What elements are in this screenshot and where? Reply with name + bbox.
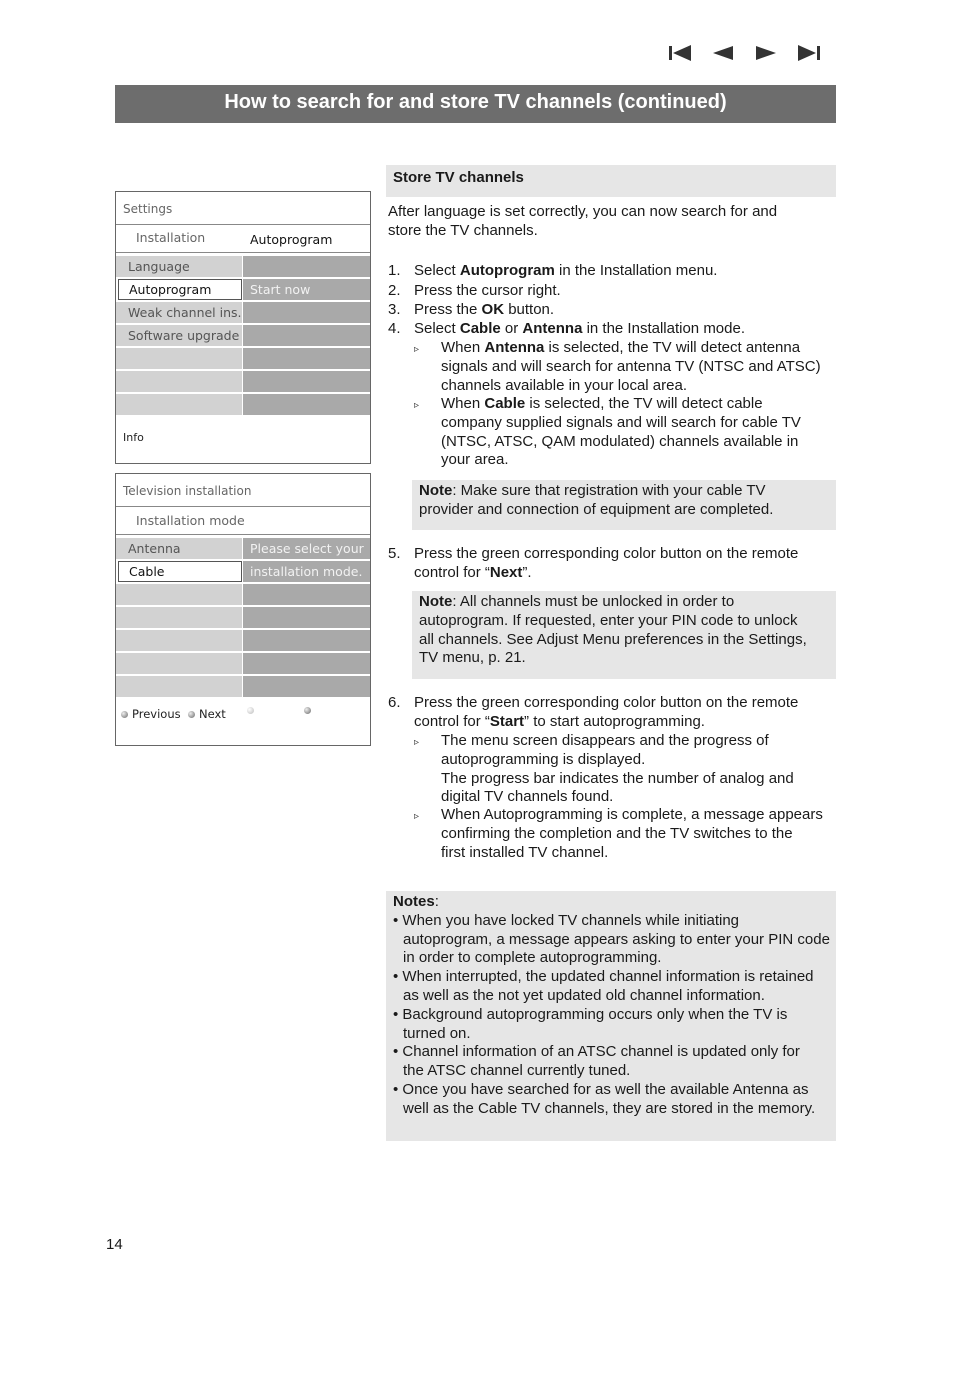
menu-item-label: Language <box>128 259 190 274</box>
note-item-continued: as well as the not yet updated old channel information. <box>403 986 765 1004</box>
step-number: 1. <box>388 262 401 279</box>
step-3-text <box>414 301 554 320</box>
step-1-text <box>414 262 717 281</box>
bold-term: Next <box>489 563 523 581</box>
text-span: ”. <box>522 563 532 581</box>
triangle-bullet-icon: ▹ <box>414 400 420 411</box>
text-span: ” to start autoprogramming. <box>524 712 705 730</box>
text-line: autoprogram. If requested, enter your PIN code to unlock <box>419 611 798 629</box>
text-line: channels available in your local area. <box>441 376 687 394</box>
next-icon[interactable] <box>754 42 778 64</box>
previous-label: Previous <box>132 707 181 721</box>
step-4-cable-detail <box>441 395 801 470</box>
step-number: 4. <box>388 320 401 337</box>
menu-item-value: Start now <box>250 282 311 297</box>
menu-rows <box>116 535 370 697</box>
menu-row-antenna[interactable] <box>116 538 370 559</box>
text-line: confirming the completion and the TV switches to the <box>441 824 793 842</box>
menu-item-label: Cable <box>129 564 165 579</box>
step-4-text <box>414 320 745 339</box>
note-text <box>419 482 773 520</box>
menu-header <box>116 474 370 507</box>
menu-row-empty <box>116 348 370 369</box>
note-item: • When you have locked TV channels while initiating <box>393 911 740 929</box>
previous-icon[interactable] <box>711 42 735 64</box>
previous-button[interactable] <box>121 707 181 721</box>
note-item: • When interrupted, the updated channel information is retained <box>393 968 814 986</box>
green-dot-icon <box>188 711 195 718</box>
yellow-button[interactable] <box>247 707 254 714</box>
text-line: When Autoprogramming is complete, a message appears <box>441 806 823 823</box>
note-label: Note <box>419 482 453 499</box>
menu-subheader-label: Installation <box>136 230 206 245</box>
menu-row-autoprogram[interactable] <box>116 279 370 300</box>
menu-row-empty <box>116 371 370 392</box>
note-text <box>419 593 807 668</box>
text-span: is selected, the TV will detect antenna <box>544 339 801 356</box>
step-number: 3. <box>388 301 401 318</box>
skip-last-icon[interactable] <box>797 42 821 64</box>
menu-header-label: Television installation <box>123 484 252 498</box>
menu-item-label: Software upgrade <box>128 328 240 343</box>
settings-menu-screen <box>115 191 371 464</box>
text-line: signals and will search for antenna TV (NTSC and ATSC) <box>441 357 821 375</box>
blue-button[interactable] <box>304 707 311 714</box>
text-span: in the Installation mode. <box>582 320 746 337</box>
page-title: How to search for and store TV channels (continued) <box>115 85 836 123</box>
bold-term: Cable <box>484 395 526 412</box>
menu-row-cable[interactable] <box>116 561 370 582</box>
menu-row-empty <box>116 630 370 651</box>
intro-line: store the TV channels. <box>388 221 538 239</box>
note-item-continued: in order to complete autoprogramming. <box>403 949 662 967</box>
bold-term: Autoprogram <box>459 262 555 279</box>
red-dot-icon <box>121 711 128 718</box>
bold-term: OK <box>481 301 505 318</box>
text-line: The progress bar indicates the number of analog and <box>441 769 794 787</box>
step-6-progress-detail <box>441 732 794 807</box>
triangle-bullet-icon: ▹ <box>414 737 420 748</box>
intro-line: After language is set correctly, you can now search for and <box>388 203 778 220</box>
note-item-continued: well as the Cable TV channels, they are stored in the memory. <box>403 1099 816 1117</box>
menu-header-label: Settings <box>123 202 173 216</box>
menu-subheader <box>116 507 370 535</box>
step-5-text <box>414 545 798 583</box>
bold-term: Antenna <box>522 320 583 337</box>
text-span: control for “ <box>414 712 490 730</box>
menu-item-label: Autoprogram <box>129 282 212 297</box>
note-box <box>412 480 836 530</box>
note-item-continued: turned on. <box>403 1024 471 1042</box>
note-item-continued: the ATSC channel currently tuned. <box>403 1062 631 1080</box>
section-heading-label: Store TV channels <box>393 169 524 186</box>
next-label: Next <box>199 707 226 721</box>
menu-subheader-label: Installation mode <box>136 513 245 528</box>
note-item-continued: autoprogram, a message appears asking to enter your PIN code <box>403 930 830 948</box>
menu-item-value: installation mode. <box>250 564 363 579</box>
blue-dot-icon <box>304 707 311 714</box>
step-4-antenna-detail <box>441 339 821 395</box>
page-number: 14 <box>106 1236 123 1253</box>
text-span: Select <box>414 262 460 279</box>
text-span: When <box>441 395 485 412</box>
note-item: • Once you have searched for as well the available Antenna as <box>393 1080 809 1098</box>
step-6-text <box>414 694 798 732</box>
menu-row-language[interactable] <box>116 256 370 277</box>
text-line: autoprogramming is displayed. <box>441 750 646 768</box>
text-span: control for “ <box>414 563 490 581</box>
text-line: digital TV channels found. <box>441 788 614 806</box>
menu-item-label: Antenna <box>128 541 181 556</box>
text-span: is selected, the TV will detect cable <box>525 395 763 412</box>
text-line: all channels. See Adjust Menu preferences in the Settings, <box>419 630 807 648</box>
menu-row-empty <box>116 394 370 415</box>
step-number: 5. <box>388 545 401 562</box>
menu-footer <box>116 699 370 751</box>
menu-row-weak-channel[interactable] <box>116 302 370 323</box>
text-span: : <box>434 893 439 910</box>
skip-first-icon[interactable] <box>668 42 692 64</box>
notes-list <box>393 912 830 1119</box>
menu-item-label: Weak channel ins. <box>128 305 242 320</box>
menu-info-area <box>116 417 370 468</box>
notes-heading <box>393 893 439 912</box>
text-line: Press the green corresponding color button on the remote <box>414 694 799 711</box>
text-span: or <box>500 320 523 337</box>
text-span: Press the <box>414 301 482 318</box>
menu-row-empty <box>116 607 370 628</box>
menu-subheader-value: Autoprogram <box>250 232 333 247</box>
notes-label: Notes <box>393 893 435 910</box>
text-line: The menu screen disappears and the progress of <box>441 732 769 749</box>
bold-term: Start <box>489 712 525 730</box>
text-line: first installed TV channel. <box>441 843 609 861</box>
page-navigation <box>668 42 821 64</box>
section-heading <box>386 165 836 197</box>
next-button[interactable] <box>188 707 226 721</box>
menu-subheader <box>116 225 370 253</box>
text-line: Press the green corresponding color button on the remote <box>414 545 799 562</box>
triangle-bullet-icon: ▹ <box>414 344 420 355</box>
menu-row-empty <box>116 584 370 605</box>
text-line: your area. <box>441 451 509 469</box>
note-item: • Background autoprogramming occurs only when the TV is <box>393 1005 788 1023</box>
menu-item-value: Please select your <box>250 541 364 556</box>
text-span: Select <box>414 320 460 337</box>
text-span: When <box>441 339 485 356</box>
step-number: 2. <box>388 282 401 299</box>
text-span: in the Installation menu. <box>554 262 718 279</box>
text-span: : Make sure that registration with your cable TV <box>452 482 766 499</box>
step-6-completion-detail <box>441 806 823 862</box>
menu-row-empty <box>116 676 370 697</box>
bold-term: Antenna <box>484 339 545 356</box>
menu-row-empty <box>116 653 370 674</box>
menu-row-software-upgrade[interactable] <box>116 325 370 346</box>
note-box <box>412 591 836 679</box>
notes-box <box>386 891 836 1141</box>
step-2-text: Press the cursor right. <box>414 282 561 299</box>
text-line: TV menu, p. 21. <box>419 649 526 667</box>
triangle-bullet-icon: ▹ <box>414 811 420 822</box>
bold-term: Cable <box>459 320 501 337</box>
step-number: 6. <box>388 694 401 711</box>
text-line: (NTSC, ATSC, QAM modulated) channels available in <box>441 432 799 450</box>
note-item: • Channel information of an ATSC channel is updated only for <box>393 1043 800 1061</box>
intro-paragraph <box>388 203 777 241</box>
note-label: Note <box>419 593 453 610</box>
yellow-dot-icon <box>247 707 254 714</box>
menu-rows <box>116 253 370 415</box>
text-line: company supplied signals and will search for cable TV <box>441 413 801 431</box>
text-line: provider and connection of equipment are completed. <box>419 500 774 518</box>
text-span: : All channels must be unlocked in order to <box>452 593 735 610</box>
text-span: button. <box>504 301 555 318</box>
television-installation-menu-screen <box>115 473 371 746</box>
info-label: Info <box>123 431 144 444</box>
menu-header <box>116 192 370 225</box>
